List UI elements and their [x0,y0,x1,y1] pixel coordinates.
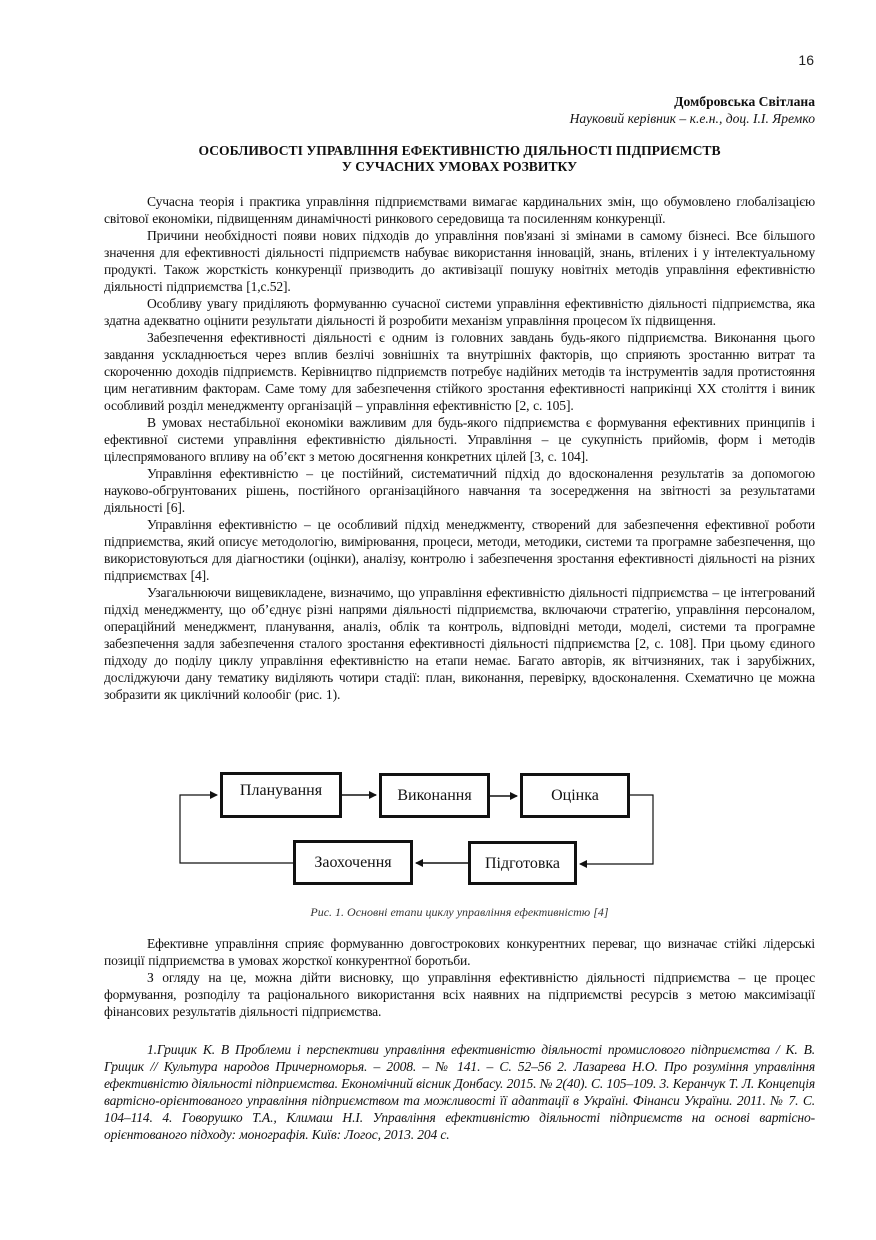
author-name: Домбровська Світлана [674,94,815,109]
paragraph: Причини необхідності появи нових підходів до управління пов'язані зі змінами в самому бізнесі. Все більшого значення для ефективності діяльності підприємств набуває використання інновацій, знань, втілених і у інтелектуальному продукті. Також жорсткість конкуренції призводить до активізації пошуку новітніх методів управління ефективністю діяльності підприємства [1,с.52]. [104,228,815,294]
box-incentive: Заохочення [293,840,413,885]
title-line-2: У СУЧАСНИХ УМОВАХ РОЗВИТКУ [341,159,578,174]
paragraph: Управління ефективністю – це постійний, систематичний підхід до вдосконалення результатів за допомогою науково-обгрунтованих рішень, постійного організаційного навчання та зосередження на звітності за результатами діяльності [6]. [104,466,815,515]
paragraph: Узагальнюючи вищевикладене, визначимо, що управління ефективністю діяльності підприємства – це інтегрований підхід менеджменту, що об’єднує різні напрями діяльності підприємства, включаючи стратегію, управління персоналом, операційний менеджмент, планування, аналіз, облік та контроль, відповідні методи, моделі, системи та програмне забезпечення задля забезпечення сталого зростання ефективності діяльності підприємства [2, с. 108]. При цьому єдиного підходу до поділу циклу управління ефективністю на етапи немає. Багато авторів, як вітчизняних, так і зарубіжних, досліджуючи дану тематику виділяють чотири стадії: план, виконання, перевірку, вдосконалення. Схематично це можна зобразити як циклічний колообіг (рис. 1). [104,585,815,702]
cycle-diagram [104,766,815,926]
article-body-continued [104,935,815,1020]
article-title [104,143,815,175]
box-execution: Виконання [379,773,490,818]
title-line-1: ОСОБЛИВОСТІ УПРАВЛІННЯ ЕФЕКТИВНІСТЮ ДІЯЛЬНОСТІ ПІДПРИЄМСТВ [198,143,721,158]
box-preparation: Підготовка [468,841,577,885]
box-evaluation: Оцінка [520,773,630,818]
paragraph: З огляду на це, можна дійти висновку, що управління ефективністю діяльності підприємства – це процес формування, розподілу та раціонального використання всіх наявних на підприємстві ресурсів з метою максимізації фінансових результатів діяльності підприємства. [104,970,815,1019]
author-block [104,93,815,127]
page-number: 16 [798,52,814,68]
paragraph: Управління ефективністю – це особливий підхід менеджменту, створений для забезпечення ефективної роботи підприємства, який описує методологію, вимірювання, процеси, методи, методики, системи та програмне забезпечення, що використовуються для діагностики (оцінки), аналізу, контролю і забезпечення зростання ефективності діяльності на різних підприємствах [4]. [104,517,815,583]
figure-caption: Рис. 1. Основні етапи циклу управління ефективністю [4] [310,905,609,919]
paragraph: Особливу увагу приділяють формуванню сучасної системи управління ефективністю діяльності підприємства, яка здатна адекватно оцінити результати діяльності й розробити механізм управління процесом їх підвищення. [104,296,815,328]
paragraph: Забезпечення ефективності діяльності є одним із головних завдань будь-якого підприємства. Виконання цього завдання ускладнюється через вплив безлічі зовнішніх та внутрішніх факторів, що сприяють зростанню витрат та скороченню доходів підприємств. Керівництво підприємств потребує надійних методів та інструментів задля протистояння цим негативним факторам. Саме тому для забезпечення стійкого зростання ефективності наприкінці XX століття і виник особливий розділ менеджменту організацій – управління ефективністю [2, с. 105]. [104,330,815,413]
article-body [104,193,815,703]
paragraph: Ефективне управління сприяє формуванню довгострокових конкурентних переваг, що визначає стійкі лідерські позиції підприємства в умовах жорсткої конкурентної боротьби. [104,936,815,968]
paragraph: Сучасна теорія і практика управління підприємствами вимагає кардинальних змін, що обумовлено глобалізацією світової економіки, підвищенням динамічності ринкового середовища та посиленням конкуренції. [104,194,815,226]
box-planning: Планування [220,772,342,818]
references-text: 1.Грицик К. В Проблеми і перспективи управління ефективністю діяльності промислового підприємства / К. В. Грицик // Культура народов Причерноморья. – 2008. – № 141. – С. 52–56 2. Лазарева Н.О. Про розуміння управління ефективністю діяльності підприємства. Економічний вісник Донбасу. 2015. № 2(40). С. 105–109. 3. Керанчук Т. Л. Концепція вартісно-орієнтованого управління підприємством та можливості її адаптації в Україні. Фінанси України. 2011. № 7. С. 104–114. 4. Говорушко Т.А., Климаш Н.І. Управління ефективністю діяльності підприємств на основі вартісно-орієнтованого підходу: монографія. Київ: Логос, 2013. 204 с. [104,1042,815,1142]
references [104,1041,815,1143]
paragraph: В умовах нестабільної економіки важливим для будь-якого підприємства є формування ефективних принципів і ефективної системи управління ефективністю діяльності. Управління – це сукупність прийомів, форм і методів цілеспрямованого впливу на об’єкт з метою досягнення конкретних цілей [3, с. 104]. [104,415,815,464]
author-advisor: Науковий керівник – к.е.н., доц. І.І. Яремко [569,111,815,126]
